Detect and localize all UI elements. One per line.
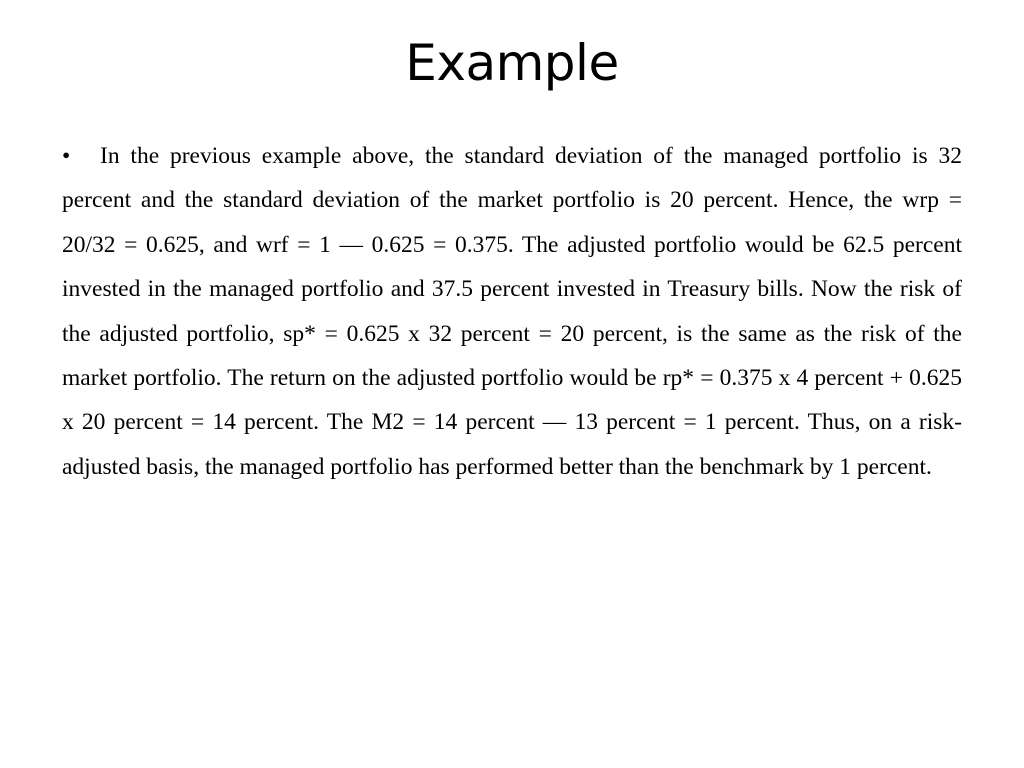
bullet-text: In the previous example above, the standard deviation of the managed portfolio is 32 percent and the standard deviation of the market portfolio is 20 percent. Hence, the wrp = 20/32 = 0.625, and wrf = 1 — 0.625 = 0.375. The adjusted portfolio would be 62.5 percent invested in the managed portfolio and 37.5 percent invested in Treasury bills. Now the risk of the adjusted portfolio, sp* = 0.625 x 32 percent = 20 percent, is the same as the risk of the market portfolio. The return on the adjusted portfolio would be rp* = 0.375 x 4 percent + 0.625 x 20 percent = 14 percent. The M2 = 14 percent — 13 percent = 1 percent. Thus, on a risk-adjusted basis, the managed portfolio has performed better than the benchmark by 1 percent. (62, 143, 962, 480)
bullet-icon: • (62, 143, 71, 169)
slide-title: Example (405, 34, 619, 92)
bullet-paragraph (62, 134, 962, 489)
